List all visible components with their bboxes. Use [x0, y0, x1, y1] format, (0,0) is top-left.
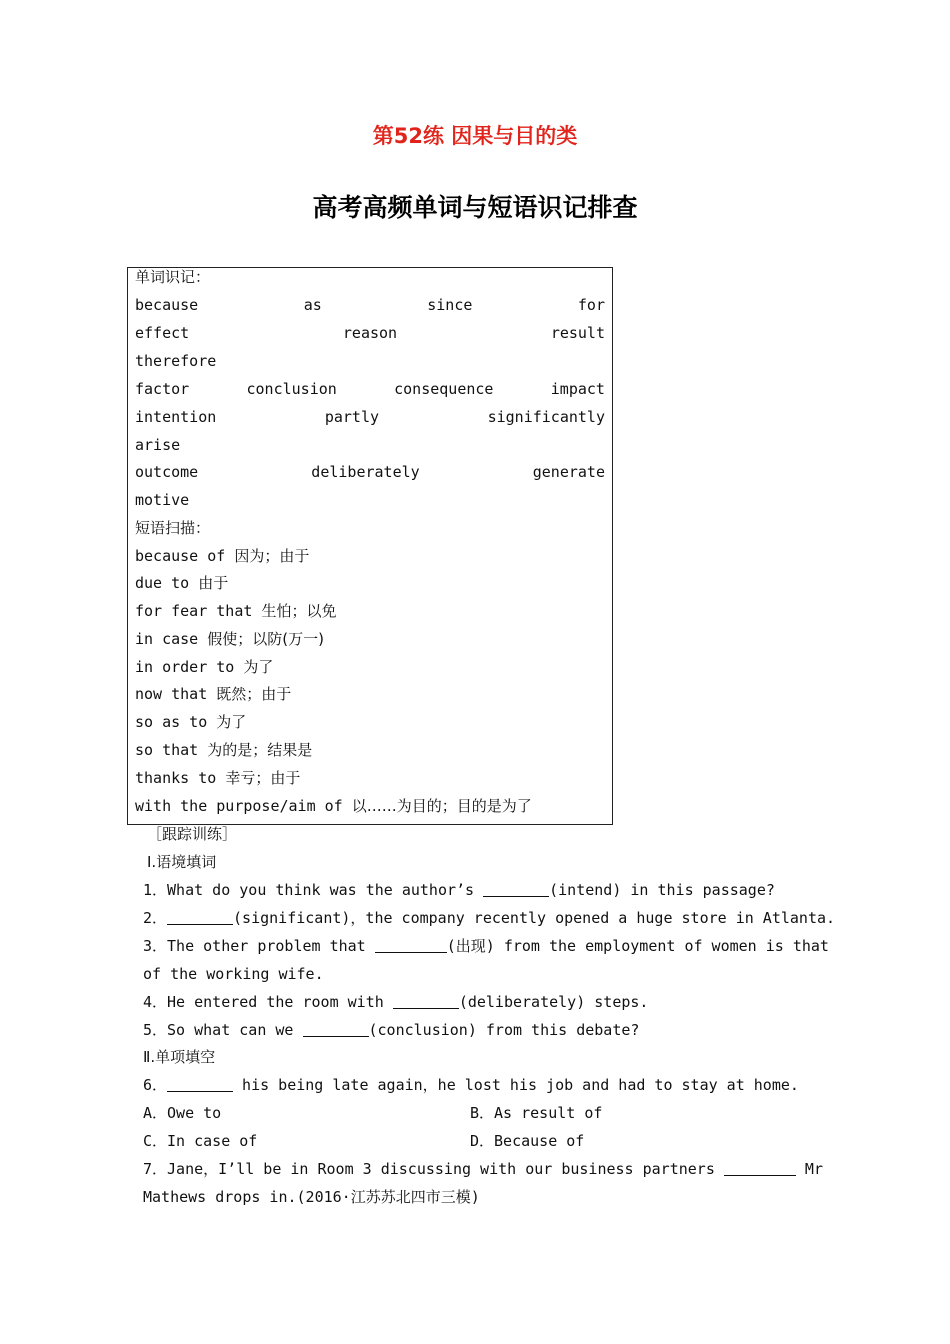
- word: conclusion: [246, 380, 337, 398]
- word-row: [135, 407, 605, 427]
- word: since: [427, 296, 473, 314]
- question-3: [143, 936, 829, 956]
- word: motive: [135, 491, 190, 509]
- phrase-cn: 假使；以防(万一): [207, 630, 324, 648]
- phrase-item: [135, 657, 273, 677]
- word: impact: [550, 380, 605, 398]
- practice-heading: ［跟踪训练］: [147, 825, 238, 843]
- word: as: [303, 296, 322, 314]
- phrase-en: so that: [135, 741, 199, 759]
- question-text: 2．: [143, 909, 168, 927]
- option-b[interactable]: B．As result of: [470, 1104, 603, 1122]
- question-text: (intend) in this passage?: [549, 881, 775, 899]
- question-text: (出现) from the employment of women is that: [446, 937, 829, 955]
- word: result: [550, 324, 605, 342]
- word: for: [577, 296, 605, 314]
- phrase-item: [135, 684, 291, 704]
- word: therefore: [135, 352, 217, 370]
- word: partly: [324, 408, 380, 426]
- answer-blank[interactable]: [167, 1076, 233, 1092]
- question-text: 3．The other problem that: [143, 937, 375, 955]
- word-row: [135, 379, 605, 399]
- answer-blank[interactable]: [167, 909, 233, 925]
- word-row: [135, 295, 605, 315]
- question-text: Mr: [795, 1160, 823, 1178]
- phrase-cn: 幸亏；由于: [225, 769, 301, 787]
- question-7: [143, 1159, 823, 1179]
- question-text: 4．He entered the room with: [143, 993, 393, 1011]
- phrase-en: in order to: [135, 658, 235, 676]
- answer-blank[interactable]: [724, 1160, 796, 1176]
- option-a[interactable]: A．Owe to: [143, 1104, 222, 1122]
- word: consequence: [394, 380, 494, 398]
- phrase-item: [135, 573, 228, 593]
- phrase-item: [135, 768, 300, 788]
- exercise-title: 第52练 因果与目的类: [372, 124, 578, 148]
- phrase-cn: 为了: [243, 658, 274, 676]
- question-6: [143, 1075, 799, 1095]
- answer-blank[interactable]: [483, 881, 549, 897]
- phrase-cn: 为了: [216, 713, 247, 731]
- question-5: [143, 1020, 639, 1040]
- phrase-en: with the purpose/aim of: [135, 797, 343, 815]
- phrase-en: because of: [135, 547, 226, 565]
- phrase-en: now that: [135, 685, 208, 703]
- phrase-item: [135, 601, 336, 621]
- question-3-continuation: of the working wife.: [143, 965, 324, 983]
- question-text: (deliberately) steps.: [458, 993, 649, 1011]
- words-heading: 单词识记：: [135, 268, 211, 286]
- phrase-cn: 由于: [198, 574, 229, 592]
- word: outcome: [135, 463, 199, 481]
- word: reason: [342, 324, 398, 342]
- question-text: his being late again，he lost his job and had to stay at home.: [233, 1076, 799, 1094]
- word: generate: [532, 463, 605, 481]
- question-text: 6．: [143, 1076, 168, 1094]
- option-d[interactable]: D．Because of: [470, 1132, 585, 1150]
- word-row: [135, 462, 605, 482]
- phrases-heading: 短语扫描：: [135, 519, 211, 537]
- answer-blank[interactable]: [303, 1021, 369, 1037]
- phrase-en: due to: [135, 574, 190, 592]
- part1-heading: Ⅰ.语境填词: [147, 853, 217, 871]
- phrase-item: [135, 546, 309, 566]
- answer-blank[interactable]: [375, 937, 447, 953]
- word: deliberately: [311, 463, 420, 481]
- phrase-en: thanks to: [135, 769, 217, 787]
- question-1: [143, 880, 775, 900]
- phrase-item: [135, 796, 532, 816]
- answer-blank[interactable]: [393, 993, 459, 1009]
- question-7-continuation: Mathews drops in.(2016·江苏苏北四市三模): [143, 1188, 480, 1206]
- word: intention: [135, 408, 217, 426]
- phrase-item: [135, 740, 312, 760]
- question-text: 1．What do you think was the author’s: [143, 881, 484, 899]
- word: effect: [135, 324, 190, 342]
- word: because: [135, 296, 199, 314]
- part2-heading: Ⅱ.单项填空: [143, 1048, 216, 1066]
- question-2: [143, 908, 835, 928]
- word: significantly: [487, 408, 605, 426]
- phrase-item: [135, 712, 246, 732]
- phrase-en: for fear that: [135, 602, 253, 620]
- phrase-cn: 为的是；结果是: [207, 741, 313, 759]
- question-text: (conclusion) from this debate?: [368, 1021, 640, 1039]
- phrase-cn: 因为；由于: [234, 547, 310, 565]
- word-row: [135, 323, 605, 343]
- phrase-cn: 生怕；以免: [261, 602, 337, 620]
- word: factor: [135, 380, 190, 398]
- question-text: 5．So what can we: [143, 1021, 303, 1039]
- question-4: [143, 992, 648, 1012]
- phrase-item: [135, 629, 324, 649]
- phrase-cn: 既然；由于: [216, 685, 292, 703]
- phrase-en: so as to: [135, 713, 208, 731]
- question-text: (significant)，the company recently opened a huge store in Atlanta.: [233, 909, 836, 927]
- option-c[interactable]: C．In case of: [143, 1132, 258, 1150]
- phrase-en: in case: [135, 630, 199, 648]
- word: arise: [135, 436, 181, 454]
- phrase-cn: 以……为目的；目的是为了: [351, 797, 532, 815]
- section-title: 高考高频单词与短语识记排查: [312, 193, 638, 222]
- question-text: 7．Jane，I’ll be in Room 3 discussing with our business partners: [143, 1160, 724, 1178]
